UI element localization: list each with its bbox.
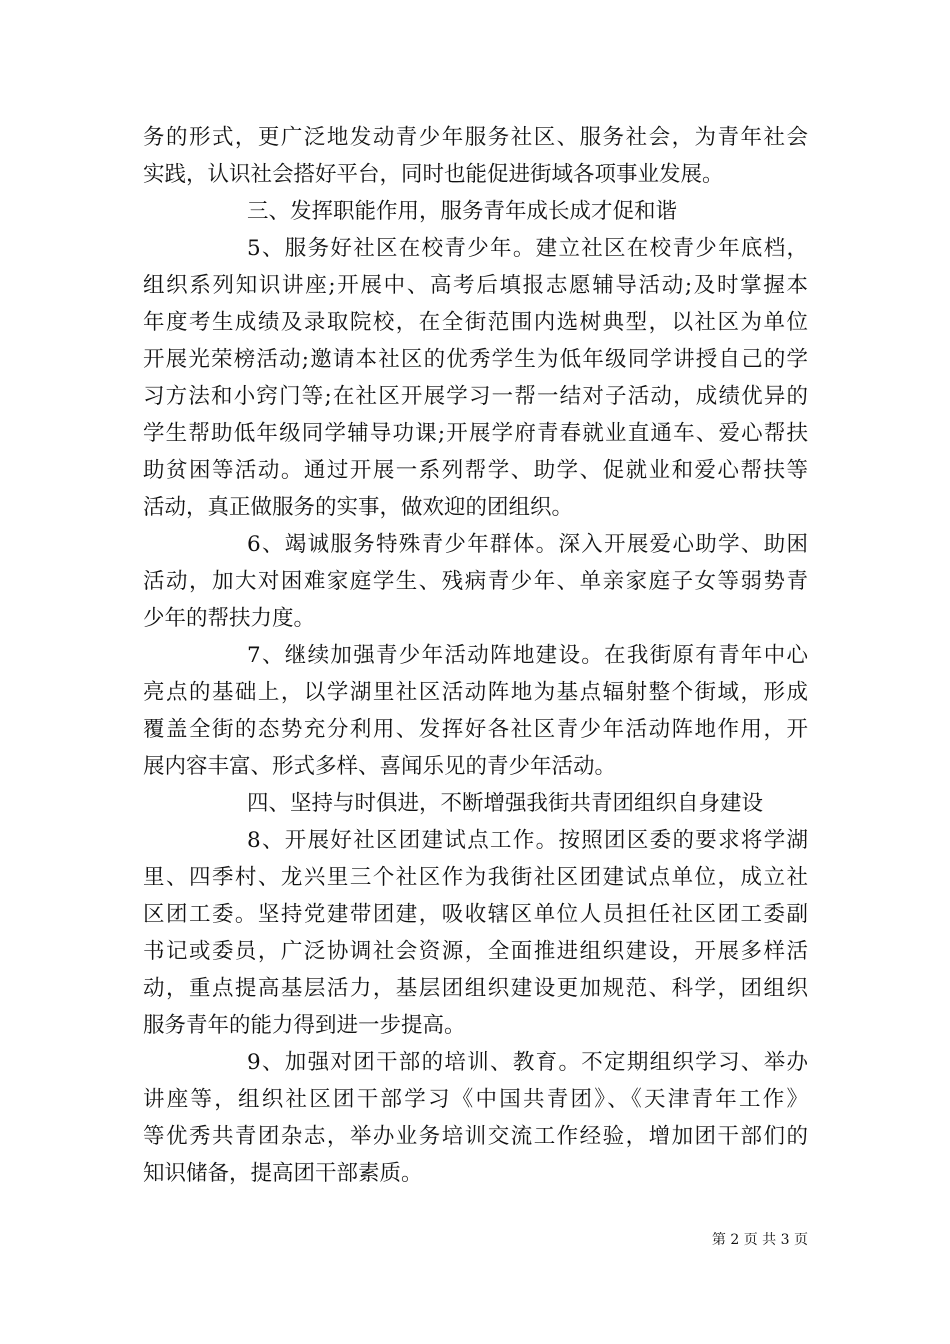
text-line: 助贫困等活动。通过开展一系列帮学、助学、促就业和爱心帮扶等: [143, 458, 808, 483]
text-line: 活动，真正做服务的实事，做欢迎的团组织。: [143, 495, 574, 520]
text-line: 务的形式，更广泛地发动青少年服务社区、服务社会，为青年社会: [143, 125, 808, 150]
text-line: 组织系列知识讲座;开展中、高考后填报志愿辅导活动;及时掌握本: [143, 273, 808, 298]
section-heading: 四、坚持与时俱进，不断增强我街共青团组织自身建设: [247, 791, 764, 816]
text-line: 等优秀共青团杂志，举办业务培训交流工作经验，增加团干部们的: [143, 1124, 808, 1149]
text-line: 知识储备，提高团干部素质。: [143, 1161, 423, 1186]
paragraph-first-line: 7、继续加强青少年活动阵地建设。在我街原有青年中心: [247, 643, 808, 668]
page-number-footer: 第 2 页 共 3 页: [711, 1232, 808, 1248]
paragraph-first-line: 8、开展好社区团建试点工作。按照团区委的要求将学湖: [247, 828, 808, 853]
text-line: 实践，认识社会搭好平台，同时也能促进街域各项事业发展。: [143, 162, 724, 187]
text-line: 活动，加大对困难家庭学生、残病青少年、单亲家庭子女等弱势青: [143, 569, 808, 594]
paragraph-first-line: 5、服务好社区在校青少年。建立社区在校青少年底档，: [247, 236, 808, 261]
section-heading: 三、发挥职能作用，服务青年成长成才促和谐: [247, 199, 678, 224]
paragraph-first-line: 9、加强对团干部的培训、教育。不定期组织学习、举办: [247, 1050, 808, 1075]
text-line: 区团工委。坚持党建带团建，吸收辖区单位人员担任社区团工委副: [143, 902, 808, 927]
text-line: 展内容丰富、形式多样、喜闻乐见的青少年活动。: [143, 754, 617, 779]
text-line: 讲座等，组织社区团干部学习《中国共青团》、《天津青年工作》: [143, 1087, 808, 1112]
text-line: 少年的帮扶力度。: [143, 606, 316, 631]
text-line: 动，重点提高基层活力，基层团组织建设更加规范、科学，团组织: [143, 976, 808, 1001]
text-line: 习方法和小窍门等;在社区开展学习一帮一结对子活动，成绩优异的: [143, 384, 808, 409]
text-line: 学生帮助低年级同学辅导功课;开展学府青春就业直通车、爱心帮扶: [143, 421, 808, 446]
paragraph-first-line: 6、竭诚服务特殊青少年群体。深入开展爱心助学、助困: [247, 532, 808, 557]
text-line: 服务青年的能力得到进一步提高。: [143, 1013, 466, 1038]
text-line: 书记或委员，广泛协调社会资源，全面推进组织建设，开展多样活: [143, 939, 808, 964]
text-line: 覆盖全街的态势充分利用、发挥好各社区青少年活动阵地作用，开: [143, 717, 808, 742]
text-line: 里、四季村、龙兴里三个社区作为我街社区团建试点单位，成立社: [143, 865, 808, 890]
text-line: 年度考生成绩及录取院校，在全街范围内选树典型，以社区为单位: [143, 310, 808, 335]
text-line: 开展光荣榜活动;邀请本社区的优秀学生为低年级同学讲授自己的学: [143, 347, 808, 372]
text-line: 亮点的基础上，以学湖里社区活动阵地为基点辐射整个街域，形成: [143, 680, 808, 705]
